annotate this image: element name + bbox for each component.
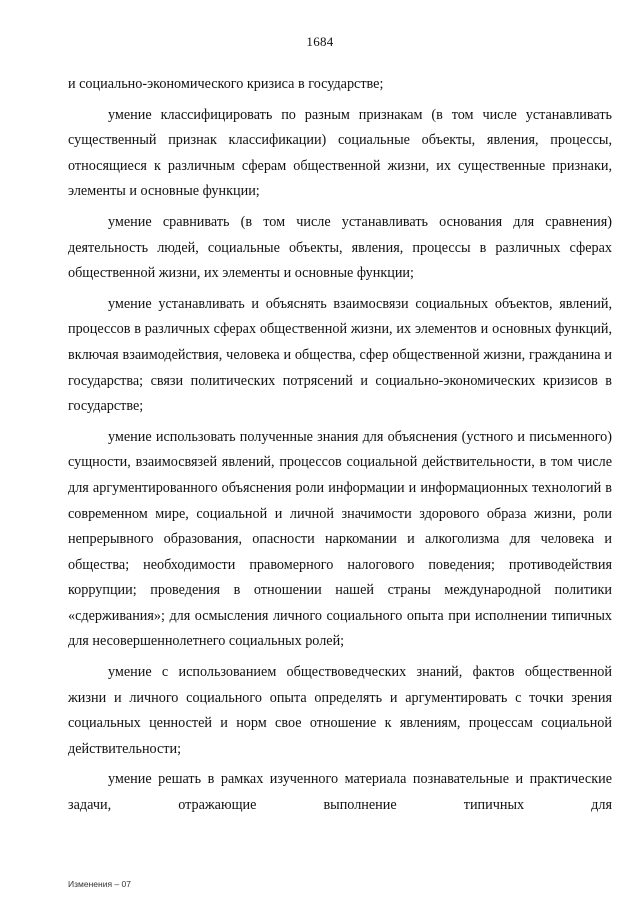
document-body	[68, 72, 612, 824]
paragraph-3: умение сравнивать (в том числе устанавливать основания для сравнения) деятельность людей, социальные объекты, явления, процессы в различных сферах общественной жизни, их элементы и основные функции;	[68, 213, 612, 282]
paragraph-5: умение использовать полученные знания для объяснения (устного и письменного) сущности, взаимосвязей явлений, процессов социальной действительности, в том числе для аргументированного объяснения роли информации и информационных технологий в современном мире, социальной и личной значимости здорового образа жизни, роли непрерывного образования, опасности наркомании и алкоголизма для человека и общества; необходимости правомерного налогового поведения; противодействия коррупции; проведения в отношении нашей страны международной политики «сдерживания»; для осмысления личного социального опыта при исполнении типичных для несовершеннолетнего социальных ролей;	[68, 428, 612, 650]
footer-revision-note: Изменения – 07	[68, 879, 131, 889]
paragraph-4: умение устанавливать и объяснять взаимосвязи социальных объектов, явлений, процессов в различных сферах общественной жизни, их элементов и основных функций, включая взаимодействия, человека и общества, сфер общественной жизни, гражданина и государства; связи политических потрясений и социально-экономических кризисов в государстве;	[68, 295, 612, 415]
page-number: 1684	[306, 34, 334, 49]
paragraph-1: и социально-экономического кризиса в государстве;	[68, 76, 384, 92]
paragraph-6: умение с использованием обществоведческих знаний, фактов общественной жизни и личного социального опыта определять и аргументировать с точки зрения социальных ценностей и норм свое отношение к явлениям, процессам социальной действительности;	[68, 664, 612, 757]
paragraph-2: умение классифицировать по разным признакам (в том числе устанавливать существенный признак классификации) социальные объекты, явления, процессы, относящиеся к различным сферам общественной жизни, их существенные признаки, элементы и основные функции;	[68, 106, 612, 200]
paragraph-7: умение решать в рамках изученного материала познавательные и практические задачи, отражающие выполнение типичных для	[68, 771, 612, 814]
